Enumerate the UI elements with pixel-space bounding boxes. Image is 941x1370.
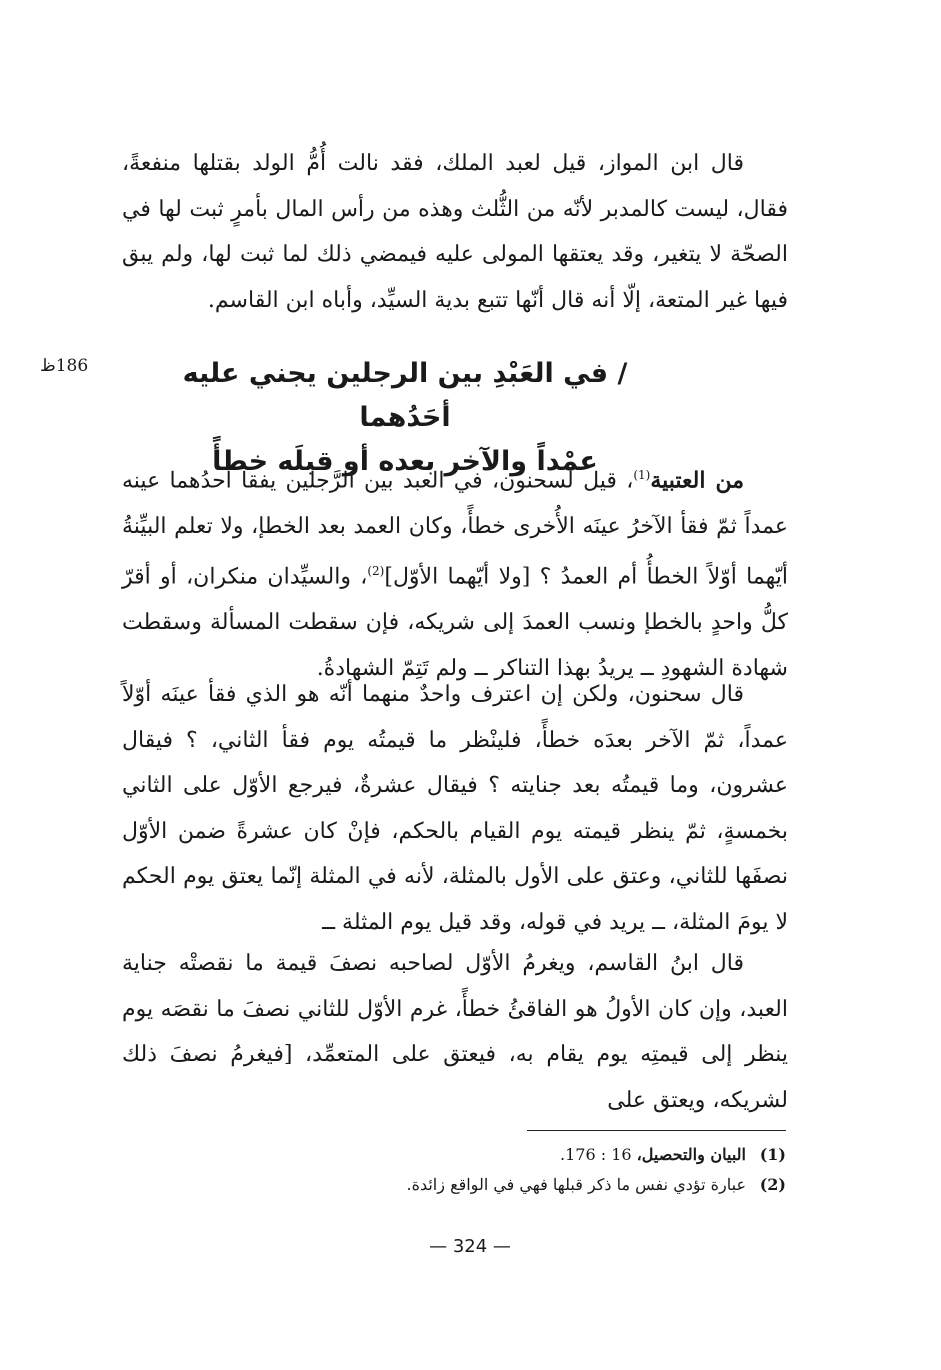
footnote-1-citation: 16 : 176. bbox=[559, 1145, 637, 1164]
paragraph-3-text: قال سحنون، ولكن إن اعترف واحدٌ منهما أنّه هو الذي فقأ عينَه أوّلاً عمداً، ثمّ الآخر بعدَه خطأً، فلينْظر ما قيمتُه يوم فقأ الثاني، ؟ فيقال عشرون، وما قيمتُه بعد جنايته ؟ فيقال عشرةٌ، فيرجع الأوّل على الثاني بخمسةٍ، ثمّ ينظر قيمته يوم القيام بالحكم، فإنْ كان عشرةً ضمن الأوّل نصفَها للثاني، وعتق على الأول بالمثلة، لأنه في المثلة إنّما يعتق يوم الحكم لا يومَ المثلة، ــ يريد في قوله، وقد قيل يوم المثلة ــ bbox=[122, 682, 788, 935]
footnotes bbox=[300, 1140, 786, 1200]
footnote-1-number: (1) bbox=[759, 1145, 786, 1164]
source-reference: من العتبية bbox=[650, 467, 744, 494]
footnote-ref-1: (1) bbox=[633, 468, 651, 482]
folio-margin-note: 186ظ bbox=[40, 356, 89, 376]
paragraph-2-part-b: ، والسيِّدان منكران، أو أقرّ كلُّ واحدٍ بالخطإ ونسب العمدَ إلى شريكه، فإن سقطت المسألة وسقطت شهادة الشهودِ ــ يريدُ بهذا التناكر ــ ولم تَتِمّ الشهادةُ. bbox=[122, 564, 788, 681]
paragraph-1 bbox=[122, 141, 788, 323]
section-heading-line-2: عمْداً والآخر بعده أو قبلَه خطأً bbox=[212, 446, 598, 477]
footnote-2-number: (2) bbox=[759, 1175, 786, 1194]
paragraph-2 bbox=[122, 453, 788, 691]
paragraph-1-text: قال ابن المواز، قيل لعبد الملك، فقد نالت أُمُّ الولد بقتلها منفعةً، فقال، ليست كالمدبر لأنّه من الثُّلث وهذه من رأس المال بأمرٍ ثبت لها في الصحّة لا يتغير، وقد يعتقها المولى عليه فيمضي ذلك لما ثبت لها، ولم يبق فيها غير المتعة، إلّا أنه قال أنّها تتبع بدية السيِّد، وأباه ابن القاسم. bbox=[122, 151, 788, 313]
paragraph-2-text bbox=[122, 453, 788, 691]
paragraph-4 bbox=[122, 941, 788, 1123]
footnote-2 bbox=[300, 1170, 786, 1200]
page-number: — 324 — bbox=[429, 1236, 511, 1257]
footnote-2-text: عبارة تؤدي نفس ما ذكر قبلها فهي في الواقع زائدة. bbox=[406, 1175, 746, 1194]
footnote-ref-2: (2) bbox=[367, 564, 385, 579]
paragraph-2-part-a: ، قيل لسحنون، في العبد بين الرَّجلين يفقأ أحدُهما عينه عمداً ثمّ فقأ الآخرُ عينَه الأُخرى خطأً، وكان العمد بعد الخطإ، ولا تعلم البيِّنةُ أيّهما أوّلاً الخطأُ أم العمدُ ؟ [ولا أيّهما الأوّل] bbox=[122, 468, 788, 590]
paragraph-4-text: قال ابنُ القاسم، ويغرمُ الأوّل لصاحبه نصفَ قيمة ما نقصتْه جناية العبد، وإن كان الأولُ هو الفاقئُ خطأً، غرم الأوّل للثاني نصفَ ما نقصَه يوم ينظر إلى قيمتِه يوم يقام به، فيعتق على المتعمِّد، [فيغرمُ نصفَ ذلك لشريكه، ويعتق على bbox=[122, 951, 788, 1113]
footnote-1 bbox=[300, 1140, 786, 1170]
paragraph-3 bbox=[122, 672, 788, 945]
section-heading-line-1: / في العَبْدِ بين الرجلين يجني عليه أحَدُهما bbox=[182, 358, 628, 433]
footnote-1-text bbox=[300, 1140, 746, 1170]
footnote-divider bbox=[527, 1130, 786, 1131]
footnote-1-title: البيان والتحصيل، bbox=[636, 1145, 746, 1164]
